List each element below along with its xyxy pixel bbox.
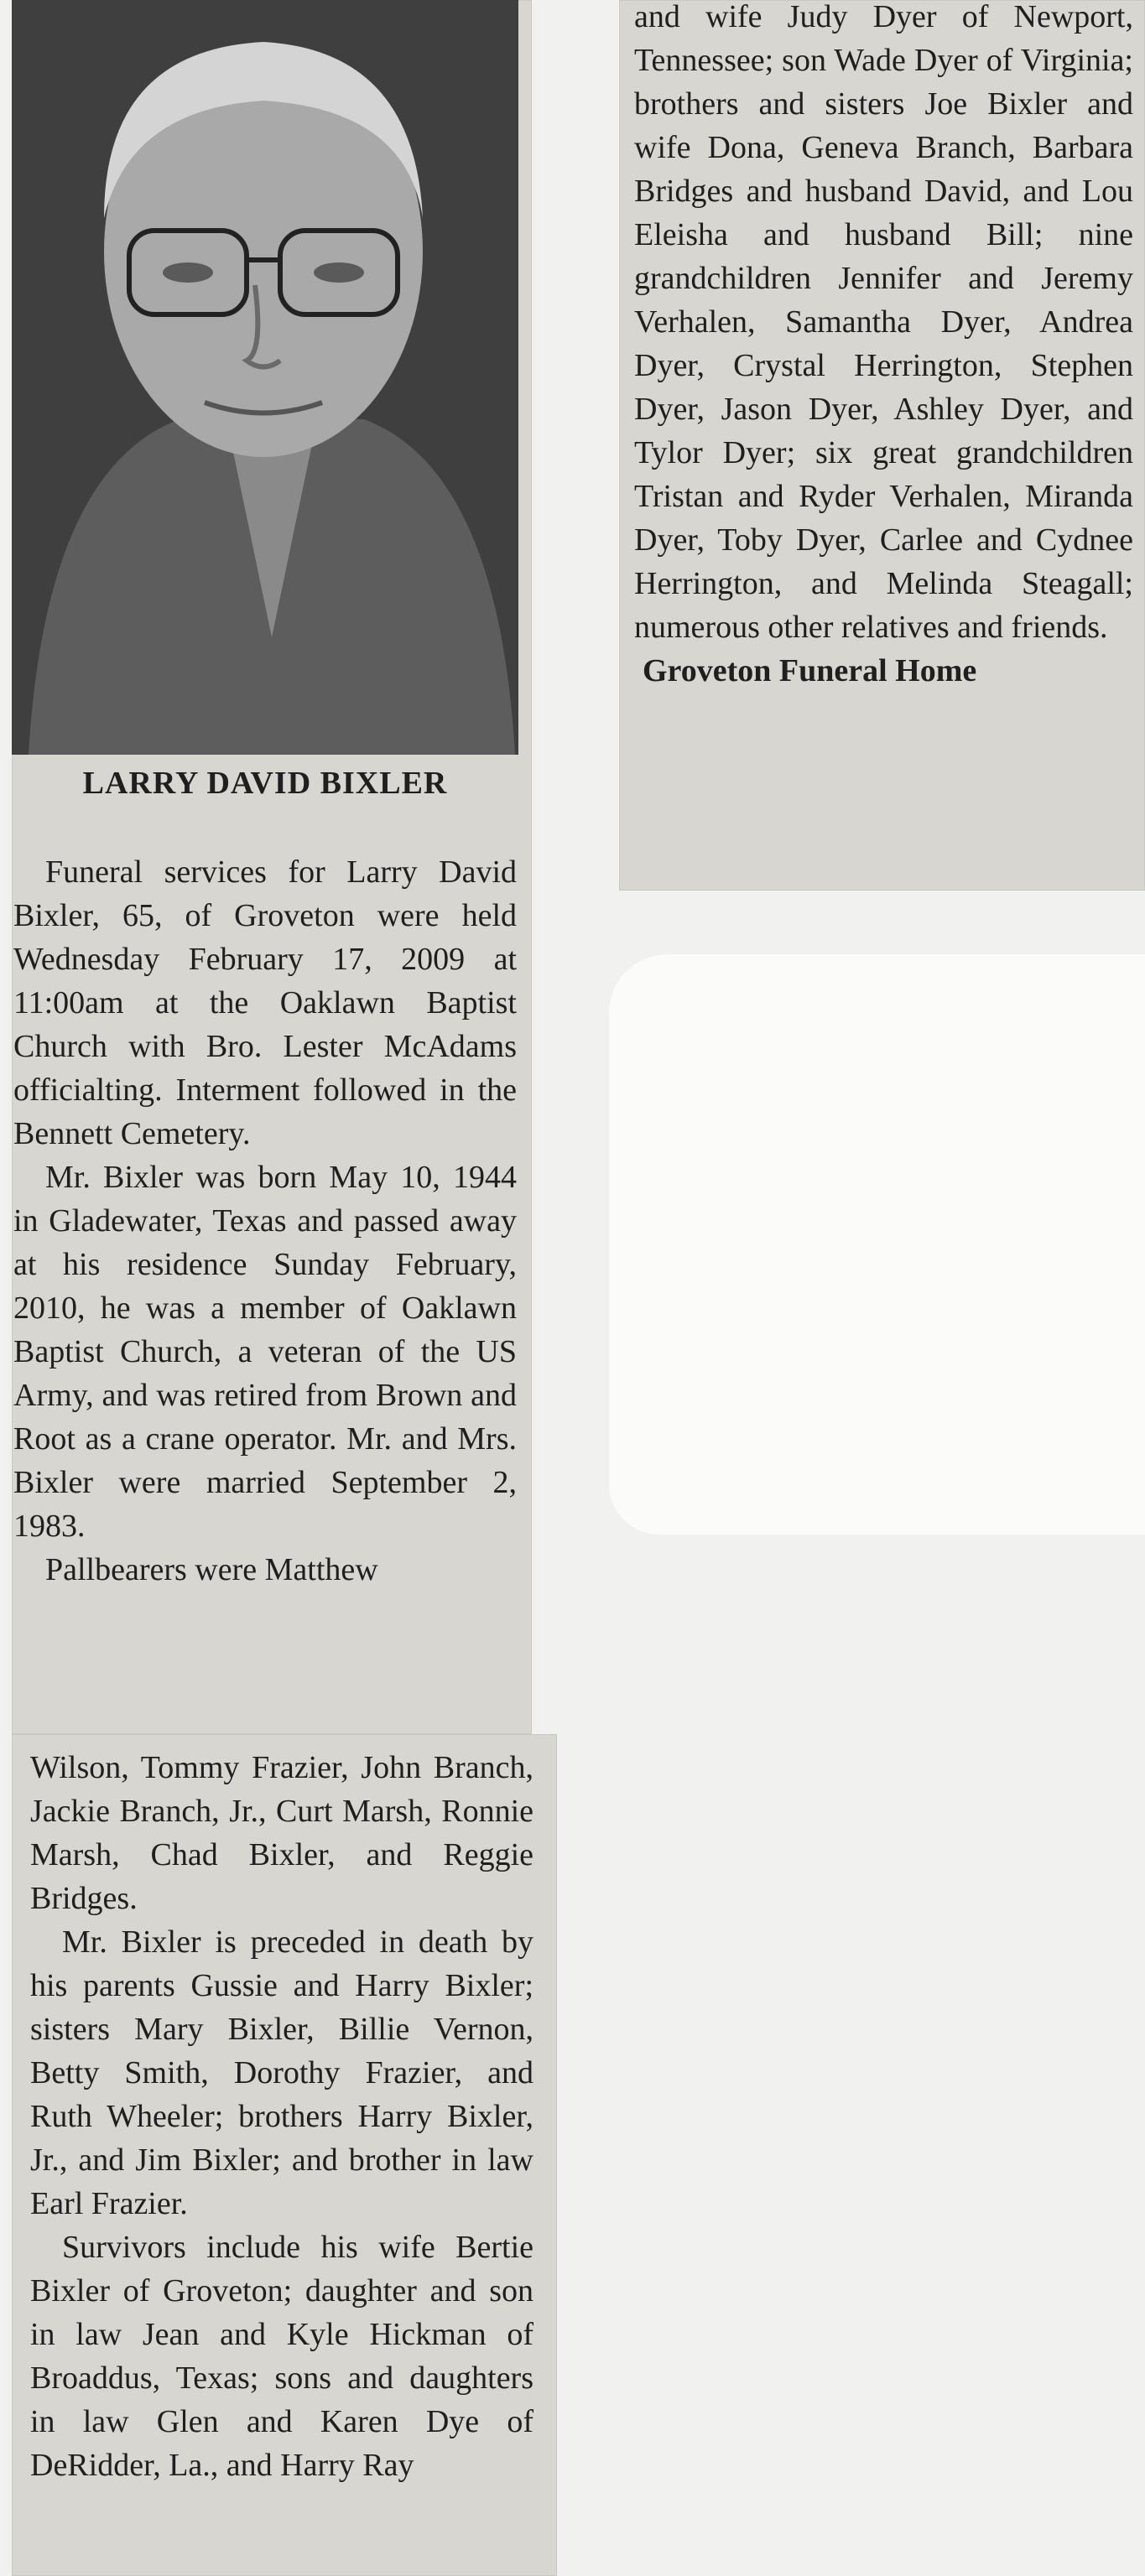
paragraph-services: Funeral services for Larry David Bixler, 65, of Groveton were held Wednesday February 17, 2009 at 11:00am at the Oaklawn Baptist Church with Bro. Lester McAdams officialting. Interment followed in the Bennett Cemetery. — [13, 854, 517, 1151]
deceased-name: LARRY DAVID BIXLER — [82, 766, 448, 801]
paper-cutout — [609, 954, 1145, 1535]
paragraph-preceded: Mr. Bixler is preceded in death by his parents Gussie and Harry Bixler; sisters Mary Bixler, Billie Vernon, Betty Smith, Dorothy Frazier, and Ruth Wheeler; brothers Harry Bixler, Jr., and Jim Bixler; and brother in law Earl Frazier. — [30, 1924, 533, 2221]
paragraph-pallbearers-start: Pallbearers were Matthew — [45, 1552, 378, 1587]
paragraph-survivors-start: Survivors include his wife Bertie Bixler of Groveton; daughter and son in law Jean and Kyle Hickman of Broaddus, Texas; sons and daughters in law Glen and Karen Dye of DeRidder, La., and Harry Ray — [30, 2230, 533, 2483]
paragraph-pallbearers-continued: Wilson, Tommy Frazier, John Branch, Jackie Branch, Jr., Curt Marsh, Ronnie Marsh, Chad Bixler, and Reggie Bridges. — [30, 1750, 533, 1916]
portrait-photo — [12, 0, 518, 755]
paragraph-survivors-continued: and wife Judy Dyer of Newport, Tennessee; son Wade Dyer of Virginia; brothers and sisters Joe Bixler and wife Dona, Geneva Branch, Barbara Bridges and husband David, and Lou Eleisha and husband Bill; nine grandchildren Jennifer and Jeremy Verhalen, Samantha Dyer, Andrea Dyer, Crystal Herrington, Stephen Dyer, Jason Dyer, Ashley Dyer, and Tylor Dyer; six great grandchildren Tristan and Ryder Verhalen, Miranda Dyer, Toby Dyer, Carlee and Cydnee Herrington, and Melinda Steagall; numerous other relatives and friends. — [634, 0, 1133, 645]
obituary-column-2 — [30, 1746, 533, 2487]
paragraph-biography: Mr. Bixler was born May 10, 1944 in Gladewater, Texas and passed away at his residence Sunday February, 2010, he was a member of Oaklawn Baptist Church, a veteran of the US Army, and was retired from Brown and Root as a crane operator. Mr. and Mrs. Bixler were married September 2, 1983. — [13, 1160, 517, 1544]
funeral-home: Groveton Funeral Home — [643, 653, 977, 688]
obituary-column-3 — [634, 0, 1133, 693]
obituary-column-1 — [13, 850, 517, 1592]
